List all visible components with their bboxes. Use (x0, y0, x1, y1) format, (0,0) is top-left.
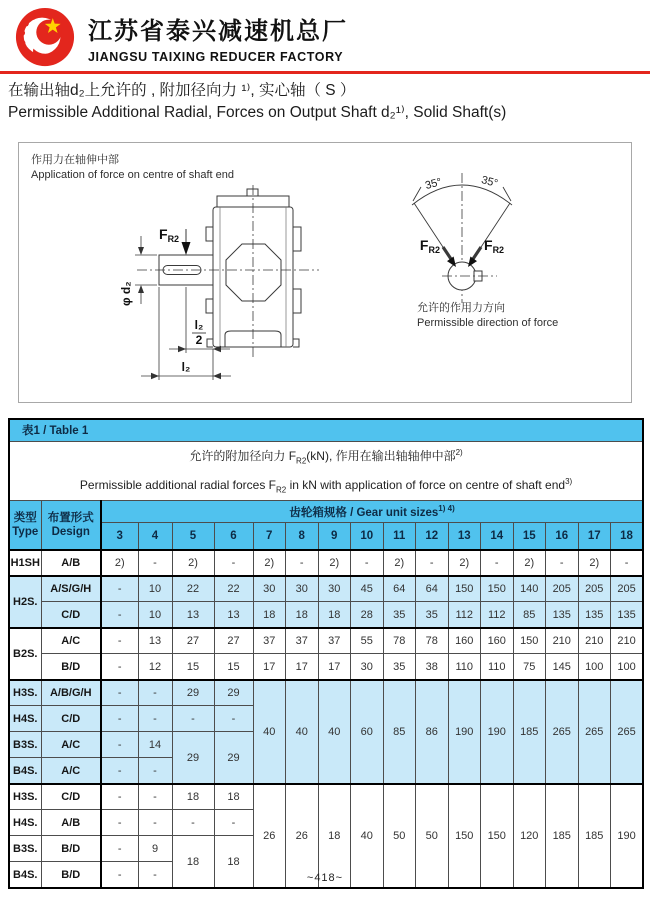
size-col: 11 (383, 523, 416, 550)
caption-force-application (31, 153, 234, 183)
cell-value: 22 (172, 576, 214, 602)
column-header-design: 布置形式 Design (41, 501, 101, 550)
cell-value: 150 (481, 784, 514, 888)
column-header-type: 类型 Type (9, 501, 41, 550)
cell-value: 10 (138, 576, 172, 602)
cell-value: 210 (578, 628, 611, 654)
cell-value: 150 (481, 576, 514, 602)
cell-value: 45 (351, 576, 384, 602)
cell-value: 30 (318, 576, 351, 602)
caption-force-direction (417, 301, 558, 331)
cell-value: 40 (351, 784, 384, 888)
cell-value: 27 (172, 628, 214, 654)
cell-value: 18 (253, 602, 286, 628)
cell-value: 135 (578, 602, 611, 628)
cell-value: 29 (214, 732, 253, 784)
cell-value: 35 (383, 602, 416, 628)
cell-value: - (546, 550, 579, 576)
angle-label-left: 35° (423, 176, 444, 193)
cell-value: 75 (513, 654, 546, 680)
cell-value: - (138, 862, 172, 888)
cell-value: 17 (286, 654, 319, 680)
table-body (9, 550, 643, 888)
table-row (9, 628, 643, 654)
cell-value: - (214, 550, 253, 576)
cell-value: 190 (611, 784, 644, 888)
size-col: 9 (318, 523, 351, 550)
cell-value: - (351, 550, 384, 576)
cell-value: 265 (546, 680, 579, 784)
cell-value: 135 (611, 602, 644, 628)
cell-design: A/C (41, 758, 101, 784)
page-title-en: Permissible Additional Radial, Forces on Output Shaft d₂¹⁾, Solid Shaft(s) (8, 104, 507, 121)
cell-type: B3S. (9, 732, 41, 758)
cell-value: 2) (172, 550, 214, 576)
cell-design: A/B (41, 550, 101, 576)
cell-design: A/C (41, 732, 101, 758)
cell-value: 150 (448, 576, 481, 602)
factory-logo-icon (14, 6, 76, 68)
cell-value: 210 (611, 628, 644, 654)
cell-value: - (138, 784, 172, 810)
cell-design: C/D (41, 706, 101, 732)
page-title (8, 80, 648, 124)
table-row (9, 680, 643, 706)
cell-value: 18 (318, 602, 351, 628)
cell-type: B3S. (9, 836, 41, 862)
cell-value: 38 (416, 654, 449, 680)
cell-value: - (101, 602, 138, 628)
size-col: 4 (138, 523, 172, 550)
cell-value: 185 (513, 680, 546, 784)
cell-value: 120 (513, 784, 546, 888)
size-col: 17 (578, 523, 611, 550)
cell-value: 35 (416, 602, 449, 628)
cell-value: - (101, 706, 138, 732)
cell-value: - (138, 550, 172, 576)
cell-value: 110 (481, 654, 514, 680)
cell-value: 18 (318, 784, 351, 888)
caption-force-application-cn: 作用力在轴伸中部 (31, 154, 119, 166)
cell-design: C/D (41, 784, 101, 810)
cell-type: H2S. (9, 576, 41, 628)
cell-value: 17 (253, 654, 286, 680)
cell-value: 2) (253, 550, 286, 576)
table-row (9, 576, 643, 602)
dim-phi-d2: φ d₂ (119, 281, 133, 306)
cell-value: 160 (448, 628, 481, 654)
cell-value: 13 (138, 628, 172, 654)
dim-l2-half-den: 2 (195, 333, 203, 347)
cell-design: B/D (41, 836, 101, 862)
cell-value: 40 (286, 680, 319, 784)
table-row (9, 654, 643, 680)
cell-value: - (101, 784, 138, 810)
cell-value: - (101, 628, 138, 654)
company-name-cn: 江苏省泰兴减速机总厂 (88, 18, 348, 45)
cell-value: - (172, 810, 214, 836)
cell-design: A/S/G/H (41, 576, 101, 602)
cell-value: 15 (172, 654, 214, 680)
cell-value: 78 (383, 628, 416, 654)
size-col: 18 (611, 523, 644, 550)
size-col: 6 (214, 523, 253, 550)
radial-forces-table (8, 418, 644, 889)
table-sizes-row (9, 501, 643, 523)
cell-type: B4S. (9, 862, 41, 888)
cell-type: H1SH (9, 550, 41, 576)
cell-value: - (138, 758, 172, 784)
cell-value: 18 (172, 784, 214, 810)
cell-design: A/C (41, 628, 101, 654)
cell-value: 28 (351, 602, 384, 628)
cell-value: - (214, 810, 253, 836)
cell-value: 190 (481, 680, 514, 784)
cell-value: 29 (214, 680, 253, 706)
cell-value: 14 (138, 732, 172, 758)
cell-value: 145 (546, 654, 579, 680)
cell-value: 12 (138, 654, 172, 680)
cell-value: - (101, 576, 138, 602)
cell-value: 205 (546, 576, 579, 602)
cell-value: 18 (172, 836, 214, 888)
cell-type: H3S. (9, 784, 41, 810)
cell-value: 50 (416, 784, 449, 888)
cell-value: 150 (448, 784, 481, 888)
cell-value: 22 (214, 576, 253, 602)
cell-value: - (611, 550, 644, 576)
size-col: 10 (351, 523, 384, 550)
cell-value: - (101, 810, 138, 836)
cell-value: - (286, 550, 319, 576)
cell-value: 37 (318, 628, 351, 654)
cell-value: 185 (578, 784, 611, 888)
cell-value: 185 (546, 784, 579, 888)
size-col: 16 (546, 523, 579, 550)
cell-value: 15 (214, 654, 253, 680)
cell-value: - (214, 706, 253, 732)
caption-force-direction-cn: 允许的作用力方向 (417, 302, 505, 314)
cell-type: B2S. (9, 628, 41, 680)
cell-value: - (138, 706, 172, 732)
cell-value: - (101, 654, 138, 680)
cell-value: 35 (383, 654, 416, 680)
cell-design: A/B/G/H (41, 680, 101, 706)
cell-value: 112 (448, 602, 481, 628)
page-title-cn: 在输出轴d₂上允许的 , 附加径向力 ¹⁾, 实心轴（ S ） (8, 82, 356, 99)
size-col: 3 (101, 523, 138, 550)
cell-value: - (101, 680, 138, 706)
cell-value: 13 (172, 602, 214, 628)
cell-design: A/B (41, 810, 101, 836)
table-title-row (9, 441, 643, 501)
size-col: 12 (416, 523, 449, 550)
cell-value: 30 (286, 576, 319, 602)
cell-value: 17 (318, 654, 351, 680)
cell-value: - (101, 836, 138, 862)
cell-value: 2) (318, 550, 351, 576)
dim-l2-half-num: l₂ (194, 318, 204, 332)
cell-design: B/D (41, 862, 101, 888)
cell-value: 40 (253, 680, 286, 784)
caption-force-application-en: Application of force on centre of shaft end (31, 169, 235, 181)
table-wrapper (8, 418, 644, 889)
cell-type: H4S. (9, 706, 41, 732)
diagram-box (18, 142, 632, 403)
cell-value: 26 (253, 784, 286, 888)
cell-value: - (416, 550, 449, 576)
dim-l2: l₂ (181, 360, 191, 374)
cell-value: 50 (383, 784, 416, 888)
table-row (9, 602, 643, 628)
cell-value: 205 (578, 576, 611, 602)
cell-value: 18 (214, 836, 253, 888)
table-band-label: 表1 / Table 1 (9, 419, 643, 441)
cell-value: 2) (448, 550, 481, 576)
size-col: 14 (481, 523, 514, 550)
cell-value: 9 (138, 836, 172, 862)
table-band-row (9, 419, 643, 441)
size-col: 15 (513, 523, 546, 550)
cell-value: 2) (101, 550, 138, 576)
cell-value: - (481, 550, 514, 576)
cell-value: 100 (578, 654, 611, 680)
force-label-fan-left: $F_{R2}$ (419, 237, 440, 255)
size-col: 7 (253, 523, 286, 550)
cell-type: B4S. (9, 758, 41, 784)
table-row (9, 550, 643, 576)
cell-value: 210 (546, 628, 579, 654)
cell-value: 160 (481, 628, 514, 654)
cell-value: - (101, 758, 138, 784)
cell-value: - (172, 706, 214, 732)
cell-value: 190 (448, 680, 481, 784)
table-title-en: Permissible additional radial forces $F_{R2}$ in kN with application of force on centre of shaft end$^{3)}$ (79, 476, 573, 495)
cell-type: H4S. (9, 810, 41, 836)
cell-value: 64 (416, 576, 449, 602)
cell-value: - (101, 862, 138, 888)
cell-value: 2) (578, 550, 611, 576)
cell-value: 29 (172, 732, 214, 784)
cell-value: 205 (611, 576, 644, 602)
cell-value: 110 (448, 654, 481, 680)
header-divider (0, 71, 650, 74)
cell-value: 29 (172, 680, 214, 706)
cell-value: 55 (351, 628, 384, 654)
cell-type: H3S. (9, 680, 41, 706)
cell-value: 140 (513, 576, 546, 602)
cell-value: 18 (286, 602, 319, 628)
table-title-cell (9, 441, 643, 501)
table-title-cn: 允许的附加径向力 $F_{R2}(kN)$, 作用在输出轴轴伸中部$^{2)}$ (189, 447, 463, 465)
gear-unit-sizes-header: 齿轮箱规格 / Gear unit sizes$^{1) 4)}$ (101, 501, 643, 523)
cell-value: 112 (481, 602, 514, 628)
force-label-left-shaft: $F_{R2}$ (159, 226, 180, 244)
cell-value: 85 (513, 602, 546, 628)
size-columns-row (9, 523, 643, 550)
size-col: 5 (172, 523, 214, 550)
cell-value: 40 (318, 680, 351, 784)
force-label-fan-right: $F_{R2}$ (484, 237, 505, 255)
cell-value: 78 (416, 628, 449, 654)
cell-value: 60 (351, 680, 384, 784)
cell-value: 150 (513, 628, 546, 654)
cell-value: - (101, 732, 138, 758)
page-number: ~418~ (306, 872, 344, 884)
cell-value: 37 (253, 628, 286, 654)
cell-value: 2) (513, 550, 546, 576)
cell-value: 27 (214, 628, 253, 654)
table-row (9, 784, 643, 810)
size-col: 8 (286, 523, 319, 550)
cell-value: 26 (286, 784, 319, 888)
cell-design: B/D (41, 654, 101, 680)
cell-value: 13 (214, 602, 253, 628)
cell-value: 30 (253, 576, 286, 602)
cell-value: 85 (383, 680, 416, 784)
size-col: 13 (448, 523, 481, 550)
cell-value: 30 (351, 654, 384, 680)
cell-value: 86 (416, 680, 449, 784)
cell-value: 18 (214, 784, 253, 810)
cell-value: 135 (546, 602, 579, 628)
angle-label-right: 35° (479, 174, 500, 191)
cell-value: 2) (383, 550, 416, 576)
company-name-en: JIANGSU TAIXING REDUCER FACTORY (88, 50, 344, 64)
cell-value: 10 (138, 602, 172, 628)
caption-force-direction-en: Permissible direction of force (417, 317, 559, 329)
cell-value: - (138, 810, 172, 836)
cell-value: 64 (383, 576, 416, 602)
cell-value: 265 (578, 680, 611, 784)
company-header (88, 11, 348, 64)
cell-design: C/D (41, 602, 101, 628)
cell-value: - (138, 680, 172, 706)
cell-value: 37 (286, 628, 319, 654)
cell-value: 100 (611, 654, 644, 680)
cell-value: 265 (611, 680, 644, 784)
